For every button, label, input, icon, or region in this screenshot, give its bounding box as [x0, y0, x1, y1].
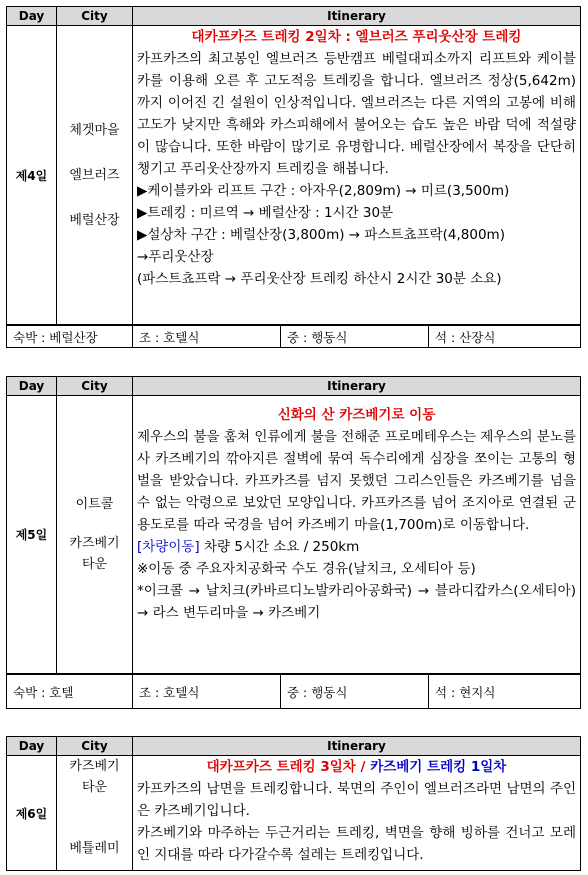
lodging-info: 숙박 : 베럴산장 — [7, 326, 133, 348]
dinner-info: 석 : 현지식 — [429, 675, 581, 709]
city-list — [57, 26, 133, 325]
itinerary-title: 대카프카즈 트레킹 2일차 : 엘브러즈 푸리웃산장 트레킹 — [191, 29, 522, 45]
itinerary-paragraph: 카프카즈의 최고봉인 엘브러즈 등반캠프 베럴대피소까지 리프트와 케이블카를 이용해 오른 후 고도적응 트레킹을 합니다. 엘브러즈 정상(5,642m)까지 이어진 긴 설원이 인상적입니다. 엘브러즈는 다른 지역의 고봉에 비해 고도가 낮지만 흑해와 카스피해에서 불어오는 습도 높은 바람 덕에 적설량이 많습니다. 또한 바람이 많기로 유명합니다. 베럴산장에서 복장을 단단히 챙기고 푸리웃산장까지 트레킹을 해봅니다. — [137, 51, 576, 177]
lodging-info: 숙박 : 호텔 — [7, 675, 133, 709]
day4-section — [6, 6, 580, 348]
itinerary-paragraph: 카프카즈의 남면을 트레킹합니다. 북면의 주인이 엘브러즈라면 남면의 주인은 카즈베기입니다. — [137, 781, 576, 819]
day-label: 제5일 — [7, 396, 57, 674]
city-list — [57, 396, 133, 674]
city-header: City — [57, 377, 133, 396]
day-header: Day — [7, 7, 57, 26]
title-separator: / — [355, 759, 371, 775]
breakfast-info: 조 : 호텔식 — [133, 326, 281, 348]
title-part-a: 대카프카즈 트레킹 3일차 — [206, 759, 356, 775]
city-name: 타운 — [81, 780, 108, 795]
city-name: 체겟마을 — [69, 122, 120, 138]
lunch-info: 중 : 행동식 — [281, 326, 429, 348]
day-label: 제6일 — [7, 756, 57, 871]
itinerary-line: →푸리웃산장 — [137, 249, 214, 265]
vehicle-tag: [차량이동] — [137, 539, 200, 555]
city-name: 카즈베기 — [69, 759, 120, 774]
day-label: 제4일 — [7, 26, 57, 325]
itinerary-header: Itinerary — [133, 7, 581, 26]
day4-footer — [6, 325, 581, 348]
itinerary-paragraph: 제우스의 불을 훔쳐 인류에게 불을 전해준 프로메테우스는 제우스의 분노를 사 카즈베기의 깎아지른 절벽에 묶여 독수리에게 심장을 쪼이는 고통의 형벌을 받았습니다. 카프카즈를 넘지 못했던 그리스인들은 카즈베기를 넘을 수 없는 악령으로 보았던 모양입니다. 카프카즈를 넘어 조지아로 연결된 군용도로를 따라 국경을 넘어 카즈베기 마을(1,700m)로 이동합니다. — [137, 429, 576, 533]
itinerary-note: ※이동 중 주요자치공화국 수도 경유(날치크, 오세티아 등) — [137, 561, 476, 577]
city-name: 엘브러즈 — [69, 167, 120, 183]
city-header: City — [57, 737, 133, 756]
day6-table — [6, 736, 581, 871]
city-name: 카즈베기 — [69, 536, 120, 551]
title-part-b: 카즈베기 트레킹 1일차 — [370, 759, 507, 775]
day5-footer — [6, 674, 581, 709]
city-name: 베틀레미 — [69, 841, 120, 856]
itinerary-header: Itinerary — [133, 377, 581, 396]
vehicle-text: 차량 5시간 소요 / 250km — [199, 539, 360, 555]
itinerary-title — [137, 756, 576, 778]
dinner-info: 석 : 산장식 — [429, 326, 581, 348]
itinerary-title: 신화의 산 카즈베기로 이동 — [277, 407, 436, 423]
itinerary-route: *이크콜 → 날치크(카바르디노발카리아공화국) → 블라디캅카스(오세티아) → 라스 변두리마을 → 카즈베기 — [137, 583, 576, 621]
itinerary-cell — [133, 756, 581, 871]
day6-section — [6, 736, 580, 871]
lunch-info: 중 : 행동식 — [281, 675, 429, 709]
itinerary-line: ▶케이블카와 리프트 구간 : 아자우(2,809m) → 미르(3,500m) — [137, 183, 510, 199]
itinerary-line: ▶트레킹 : 미르역 → 베럴산장 : 1시간 30분 — [137, 205, 394, 221]
city-header: City — [57, 7, 133, 26]
day5-section — [6, 376, 580, 709]
day-header: Day — [7, 377, 57, 396]
itinerary-cell — [133, 396, 581, 674]
itinerary-line: ▶설상차 구간 : 베럴산장(3,800m) → 파스트쵸프락(4,800m) — [137, 227, 505, 243]
breakfast-info: 조 : 호텔식 — [133, 675, 281, 709]
city-name: 타운 — [81, 557, 108, 572]
vehicle-line — [137, 536, 576, 558]
city-name: 이트콜 — [75, 497, 114, 512]
day4-table — [6, 6, 581, 325]
day-header: Day — [7, 737, 57, 756]
itinerary-cell — [133, 26, 581, 325]
day5-table — [6, 376, 581, 674]
city-name: 베럴산장 — [69, 212, 120, 228]
itinerary-line: (파스트쵸프락 → 푸리웃산장 트레킹 하산시 2시간 30분 소요) — [137, 271, 502, 287]
itinerary-paragraph: 카즈베기와 마주하는 두근거리는 트레킹, 벽면을 향해 빙하를 건너고 모레인 지대를 따라 다가갈수록 설레는 트레킹입니다. — [137, 825, 576, 863]
itinerary-header: Itinerary — [133, 737, 581, 756]
city-list — [57, 756, 133, 871]
